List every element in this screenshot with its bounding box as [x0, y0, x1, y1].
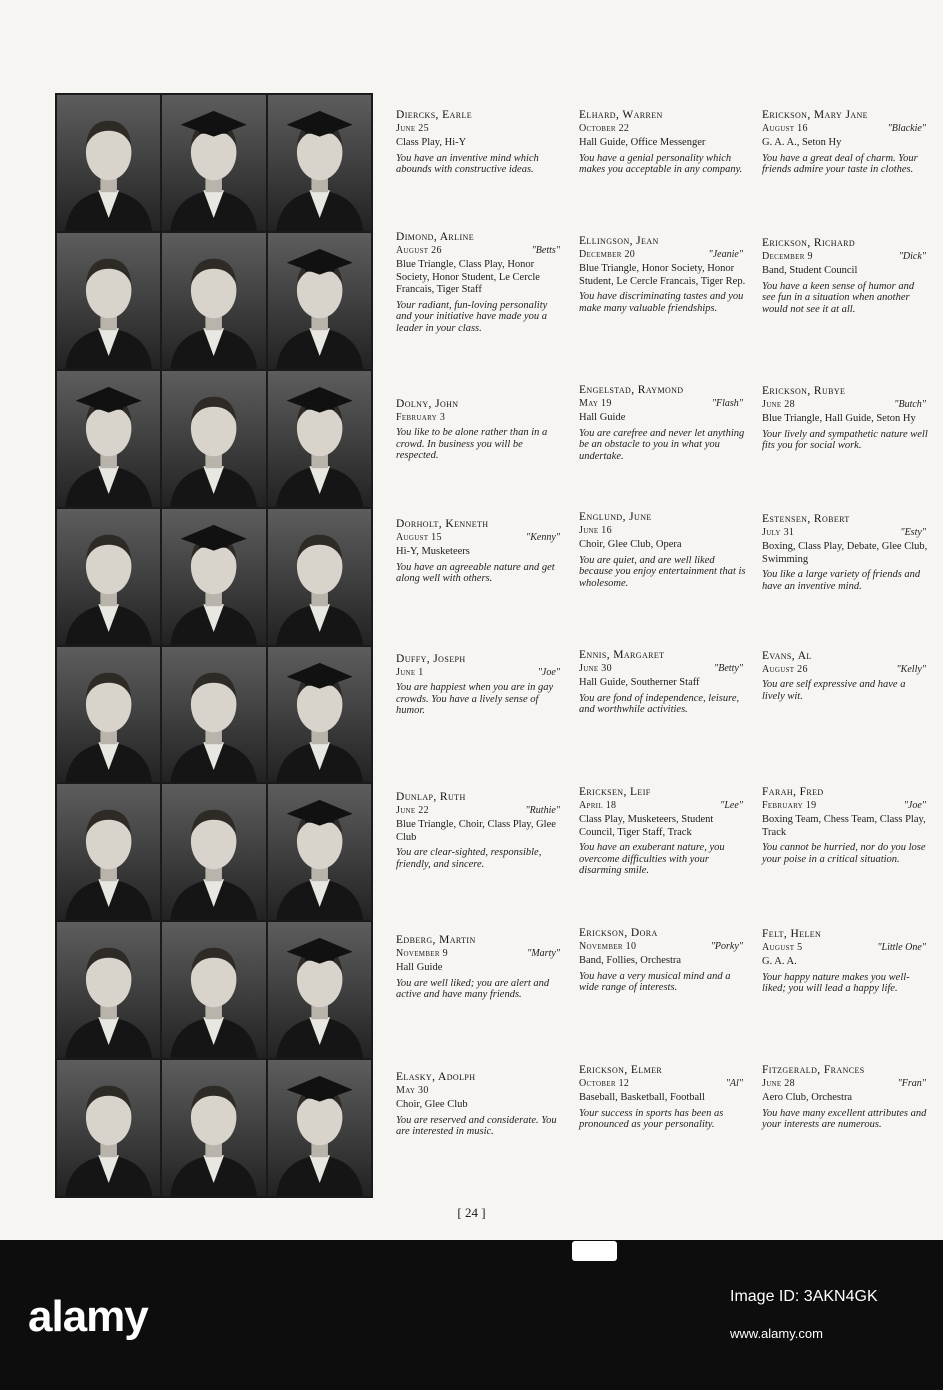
activities: Blue Triangle, Hall Guide, Seton Hy	[762, 413, 916, 424]
entry-farah	[762, 785, 930, 865]
description: You have a great deal of charm. Your friends admire your taste in clothes.	[762, 152, 918, 175]
entry-edberg	[396, 933, 564, 1001]
portrait-photo	[268, 1060, 371, 1196]
student-name: Erickson, Mary Jane	[762, 109, 868, 121]
student-name: Dimond, Arline	[396, 231, 474, 243]
nickname: "Joe"	[903, 800, 926, 811]
description: You are happiest when you are in gay crowds. You have a lively sense of humor.	[396, 682, 554, 716]
portrait-photo	[57, 647, 160, 783]
nickname: "Little One"	[877, 942, 926, 953]
activities: Choir, Glee Club, Opera	[579, 539, 682, 550]
birth-date: June 22	[396, 805, 429, 816]
nickname: "Lee"	[720, 800, 743, 811]
nickname: "Al"	[725, 1078, 743, 1089]
activities: Hi-Y, Musketeers	[396, 546, 470, 557]
birth-date: August 5	[762, 942, 803, 953]
activities: G. A. A., Seton Hy	[762, 137, 842, 148]
nickname: "Blackie"	[887, 123, 926, 134]
birth-date: June 30	[579, 663, 612, 674]
portrait-grid	[55, 93, 373, 1198]
birth-date: May 19	[579, 398, 612, 409]
student-name: Erickson, Rubye	[762, 385, 846, 397]
portrait-photo	[57, 233, 160, 369]
portrait-photo	[268, 647, 371, 783]
birth-date: February 3	[396, 412, 446, 423]
birth-date: June 28	[762, 399, 795, 410]
student-name: Diercks, Earle	[396, 109, 473, 121]
birth-date: December 20	[579, 249, 636, 260]
entry-ellingson	[579, 234, 747, 314]
birth-date: February 19	[762, 800, 817, 811]
portrait-photo	[268, 784, 371, 920]
nickname: "Marty"	[527, 948, 560, 959]
activities: Boxing Team, Chess Team, Class Play, Track	[762, 814, 926, 838]
entry-erickson-rubye	[762, 384, 930, 452]
entry-erickson-elmer	[579, 1063, 747, 1131]
entry-diercks	[396, 108, 564, 176]
description: Your success in sports has been as pronounced as your personality.	[579, 1107, 724, 1130]
student-name: Felt, Helen	[762, 928, 822, 940]
site-url: www.alamy.com	[730, 1326, 823, 1341]
birth-date: June 16	[579, 525, 612, 536]
portrait-photo	[162, 922, 265, 1058]
description: You have many excellent attributes and your interests are numerous.	[762, 1107, 927, 1130]
portrait-photo	[162, 647, 265, 783]
description: You are quiet, and are well liked because you enjoy entertainment that is wholesome.	[579, 554, 746, 589]
nickname: "Dick"	[898, 251, 926, 262]
portrait-photo	[162, 233, 265, 369]
nickname: "Ruthie"	[525, 805, 560, 816]
nickname: "Kelly"	[896, 664, 926, 675]
student-name: Erickson, Richard	[762, 237, 856, 249]
birth-date: August 26	[762, 664, 808, 675]
student-name: Duffy, Joseph	[396, 653, 466, 665]
description: Your lively and sympathetic nature well fits you for social work.	[762, 428, 928, 451]
student-name: Dorholt, Kenneth	[396, 518, 489, 530]
entry-felt	[762, 927, 930, 995]
student-name: Ellingson, Jean	[579, 235, 659, 247]
birth-date: October 12	[579, 1078, 630, 1089]
activities: Hall Guide, Office Messenger	[579, 137, 706, 148]
nickname: "Joe"	[537, 667, 560, 678]
nickname: "Jeanie"	[708, 249, 743, 260]
activities: Band, Follies, Orchestra	[579, 955, 682, 966]
birth-date: July 31	[762, 527, 795, 538]
entry-elhard	[579, 108, 747, 176]
birth-date: April 18	[579, 800, 617, 811]
entry-duffy	[396, 652, 564, 717]
birth-date: December 9	[762, 251, 813, 262]
student-name: Dunlap, Ruth	[396, 791, 466, 803]
description: You have an inventive mind which abounds with constructive ideas.	[396, 152, 539, 175]
portrait-photo	[268, 95, 371, 231]
birth-date: May 30	[396, 1085, 429, 1096]
activities: Blue Triangle, Honor Society, Honor Student, Le Cercle Francais, Tiger Rep.	[579, 263, 746, 287]
brand-logo: alamy	[28, 1292, 148, 1341]
student-name: Estensen, Robert	[762, 513, 850, 525]
student-name: Fitzgerald, Frances	[762, 1064, 865, 1076]
description: You have a keen sense of humor and see fun in a situation when another would not see it at all.	[762, 280, 915, 315]
student-name: Farah, Fred	[762, 786, 824, 798]
entry-dorholt	[396, 517, 564, 585]
nickname: "Esty"	[900, 527, 926, 538]
entry-dimond	[396, 230, 564, 334]
description: You have discriminating tastes and you make many valuable friendships.	[579, 291, 744, 314]
description: You are self expressive and have a lively wit.	[762, 679, 906, 702]
student-name: Edberg, Martin	[396, 934, 476, 946]
entry-engelstad	[579, 383, 747, 462]
description: You are carefree and never let anything be an obstacle to you in what you undertake.	[579, 427, 745, 462]
description: Your radiant, fun-loving personality and your initiative have made you a leader in your class.	[396, 299, 548, 334]
birth-date: June 28	[762, 1078, 795, 1089]
description: You have a genial personality which makes you acceptable in any company.	[579, 152, 743, 175]
birth-date: November 10	[579, 941, 637, 952]
student-name: Engelstad, Raymond	[579, 384, 684, 396]
nickname: "Betts"	[531, 245, 560, 256]
activities: Band, Student Council	[762, 265, 858, 276]
activities: Hall Guide	[396, 962, 443, 973]
description: Your happy nature makes you well-liked; you will lead a happy life.	[762, 971, 910, 994]
page-number: [ 24 ]	[457, 1205, 486, 1220]
nickname: "Fran"	[897, 1078, 926, 1089]
birth-date: August 15	[396, 532, 442, 543]
description: You are clear-sighted, responsible, friendly, and sincere.	[396, 847, 542, 870]
entry-evans	[762, 649, 930, 702]
birth-date: November 9	[396, 948, 448, 959]
activities: Hall Guide	[579, 412, 626, 423]
portrait-photo	[57, 509, 160, 645]
description: You have an agreeable nature and get along well with others.	[396, 561, 555, 584]
portrait-photo	[162, 784, 265, 920]
image-id: Image ID: 3AKN4GK	[730, 1288, 878, 1305]
student-name: Erickson, Dora	[579, 927, 658, 939]
activities: Baseball, Basketball, Football	[579, 1092, 705, 1103]
portrait-photo	[57, 1060, 160, 1196]
tab-notch	[572, 1241, 617, 1261]
watermark-bar	[0, 1240, 943, 1390]
description: You are well liked; you are alert and active and have many friends.	[396, 977, 550, 1000]
portrait-photo	[57, 371, 160, 507]
birth-date: August 26	[396, 245, 442, 256]
activities: Blue Triangle, Choir, Class Play, Glee Club	[396, 819, 556, 843]
description: You have an exuberant nature, you overcome difficulties with your disarming smile.	[579, 842, 725, 876]
entry-estensen	[762, 512, 930, 592]
birth-date: October 22	[579, 123, 630, 134]
activities: Boxing, Class Play, Debate, Glee Club, Swimming	[762, 541, 928, 565]
entry-erickson-mary-jane	[762, 108, 930, 176]
student-name: Erickson, Elmer	[579, 1064, 663, 1076]
entry-dolny	[396, 397, 564, 462]
description: You like to be alone rather than in a crowd. In business you will be respected.	[396, 427, 548, 461]
portrait-photo	[268, 371, 371, 507]
portrait-photo	[57, 95, 160, 231]
entry-ennis	[579, 648, 747, 716]
activities: Class Play, Musketeers, Student Council, Tiger Staff, Track	[579, 814, 714, 838]
activities: G. A. A.	[762, 956, 797, 967]
entry-elasky	[396, 1070, 564, 1138]
portrait-photo	[268, 509, 371, 645]
birth-date: August 16	[762, 123, 808, 134]
portrait-photo	[268, 233, 371, 369]
birth-date: June 25	[396, 123, 429, 134]
activities: Aero Club, Orchestra	[762, 1092, 853, 1103]
nickname: "Betty"	[714, 663, 743, 674]
portrait-photo	[162, 509, 265, 645]
description: You have a very musical mind and a wide range of interests.	[579, 970, 731, 993]
student-name: Englund, June	[579, 511, 652, 523]
nickname: "Kenny"	[526, 532, 560, 543]
description: You are fond of independence, leisure, and worthwhile activities.	[579, 692, 740, 715]
portrait-photo	[162, 371, 265, 507]
entry-erickson-richard	[762, 236, 930, 315]
activities: Hall Guide, Southerner Staff	[579, 677, 700, 688]
portrait-photo	[57, 922, 160, 1058]
student-name: Evans, Al	[762, 650, 812, 662]
description: You cannot be hurried, nor do you lose your poise in a critical situation.	[762, 842, 926, 865]
entry-fitzgerald	[762, 1063, 930, 1131]
activities: Choir, Glee Club	[396, 1099, 468, 1110]
student-name: Elhard, Warren	[579, 109, 663, 121]
nickname: "Butch"	[894, 399, 926, 410]
student-name: Ericksen, Leif	[579, 786, 651, 798]
description: You like a large variety of friends and have an inventive mind.	[762, 569, 921, 592]
nickname: "Flash"	[711, 398, 743, 409]
portrait-photo	[57, 784, 160, 920]
activities: Class Play, Hi-Y	[396, 137, 467, 148]
portrait-photo	[162, 1060, 265, 1196]
activities: Blue Triangle, Class Play, Honor Society, Honor Student, Le Cercle Francais, Tiger Staff	[396, 259, 540, 295]
entry-ericksen	[579, 785, 747, 877]
entry-erickson-dora	[579, 926, 747, 994]
portrait-photo	[162, 95, 265, 231]
entry-englund	[579, 510, 747, 589]
description: You are reserved and considerate. You are interested in music.	[396, 1114, 557, 1137]
portrait-photo	[268, 922, 371, 1058]
entry-dunlap	[396, 790, 564, 870]
student-name: Dolny, John	[396, 398, 459, 410]
birth-date: June 1	[396, 667, 424, 678]
student-name: Elasky, Adolph	[396, 1071, 476, 1083]
student-name: Ennis, Margaret	[579, 649, 665, 661]
nickname: "Porky"	[710, 941, 743, 952]
